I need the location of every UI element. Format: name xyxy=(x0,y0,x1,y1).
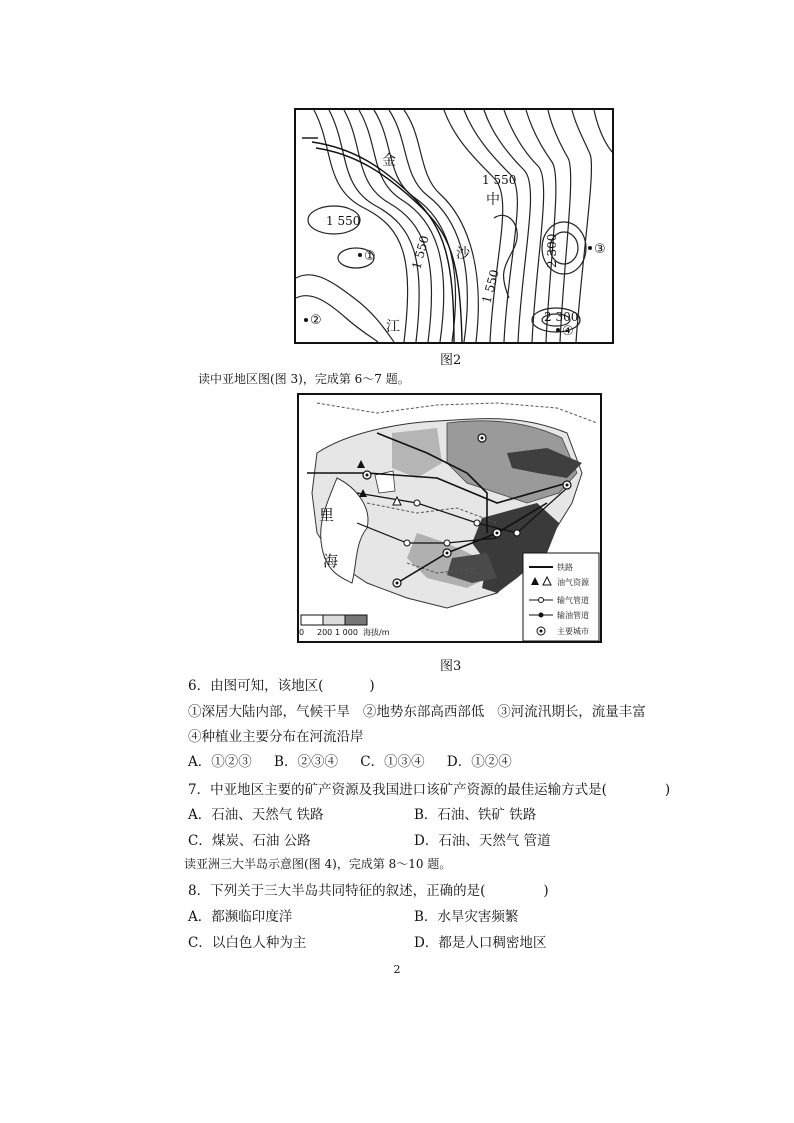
q6-statement-3: ③河流汛期长，流量丰富 xyxy=(497,704,646,720)
q8-option-a[interactable]: A．都濒临印度洋 xyxy=(188,909,293,925)
legend-gas-pipeline: 输气管道 xyxy=(557,596,589,605)
q6-option-a[interactable]: A．①②③ xyxy=(188,754,252,770)
scale-tick-200: 200 xyxy=(317,628,333,637)
q6-statement-4: ④种植业主要分布在河流沿岸 xyxy=(188,729,364,745)
q7-stem xyxy=(188,778,670,798)
map-label-li: 里 xyxy=(319,506,335,524)
label-jiang: 江 xyxy=(386,319,400,335)
contour-label-1550-mid: 1 550 xyxy=(409,233,432,271)
figure-3-central-asia-map xyxy=(297,393,602,643)
contour-label-1550-low: 1 550 xyxy=(479,267,502,305)
scale-tick-1000: 1 000 xyxy=(335,628,358,637)
q8-stem xyxy=(188,879,549,899)
q6-statement-2: ②地势东部高西部低 xyxy=(362,704,485,720)
q6-stem-close: ) xyxy=(369,678,375,694)
contour-label-1550-left: 1 550 xyxy=(326,214,361,228)
page-number: 2 xyxy=(393,963,401,976)
q6-stem xyxy=(188,674,375,694)
q7-option-d[interactable]: D．石油、天然气 管道 xyxy=(414,833,551,849)
q7-option-a[interactable]: A．石油、天然气 铁路 xyxy=(188,807,324,823)
q8-stem-close: ) xyxy=(543,883,549,899)
point-2: ② xyxy=(310,313,322,328)
contour-label-2300-right: 2 300 xyxy=(545,233,559,268)
label-zhong: 中 xyxy=(486,192,500,208)
q6-stem-text: 6．由图可知，该地区( xyxy=(188,678,324,694)
legend-oil-pipeline: 输油管道 xyxy=(557,611,589,620)
q6-statement-1: ①深居大陆内部，气候干旱 xyxy=(188,704,350,720)
figure-2-contour-map xyxy=(294,108,614,344)
q8-option-c[interactable]: C．以白色人种为主 xyxy=(188,935,307,951)
q8-stem-text: 8．下列关于三大半岛共同特征的叙述，正确的是( xyxy=(188,883,486,899)
q7-stem-close: ) xyxy=(664,782,671,798)
contour-label-2300-low: 2 300 xyxy=(544,310,579,324)
legend-oil-gas: 油气资源 xyxy=(557,578,589,587)
q6-option-b[interactable]: B．②③④ xyxy=(274,754,338,770)
figure-2-caption: 图2 xyxy=(440,353,462,368)
q8-option-d[interactable]: D．都是人口稠密地区 xyxy=(414,935,547,951)
scale-tick-0: 0 xyxy=(299,628,305,637)
q7-option-b[interactable]: B．石油、铁矿 铁路 xyxy=(414,807,537,823)
q6-options xyxy=(188,750,530,770)
figure-3-caption: 图3 xyxy=(440,659,462,674)
map-label-hai: 海 xyxy=(323,552,339,570)
legend-railway: 铁路 xyxy=(557,563,573,572)
scale-unit: 海拔/m xyxy=(363,628,390,637)
q8-option-b[interactable]: B．水旱灾害频繁 xyxy=(414,909,519,925)
q6-statements-row1 xyxy=(188,700,646,720)
point-1: ① xyxy=(364,249,376,264)
point-4: ④ xyxy=(562,324,574,339)
map-legend xyxy=(523,553,599,641)
point-3: ③ xyxy=(594,242,606,257)
q7-stem-text: 7．中亚地区主要的矿产资源及我国进口该矿产资源的最佳运输方式是( xyxy=(188,782,607,798)
q6-option-c[interactable]: C．①③④ xyxy=(360,754,425,770)
gas-pipeline-icon xyxy=(539,598,544,603)
q7-option-c[interactable]: C．煤炭、石油 公路 xyxy=(188,833,311,849)
intro-q6-7: 读中亚地区图(图 3)，完成第 6～7 题。 xyxy=(198,372,410,386)
contour-label-1550-top: 1 550 xyxy=(482,173,517,187)
label-jin: 金 xyxy=(382,153,396,169)
q6-option-d[interactable]: D．①②④ xyxy=(446,754,512,770)
intro-q8-10: 读亚洲三大半岛示意图(图 4)，完成第 8～10 题。 xyxy=(184,857,452,871)
oil-pipeline-icon xyxy=(539,613,544,618)
label-sha: 沙 xyxy=(456,246,470,262)
legend-city: 主要城市 xyxy=(557,627,589,636)
